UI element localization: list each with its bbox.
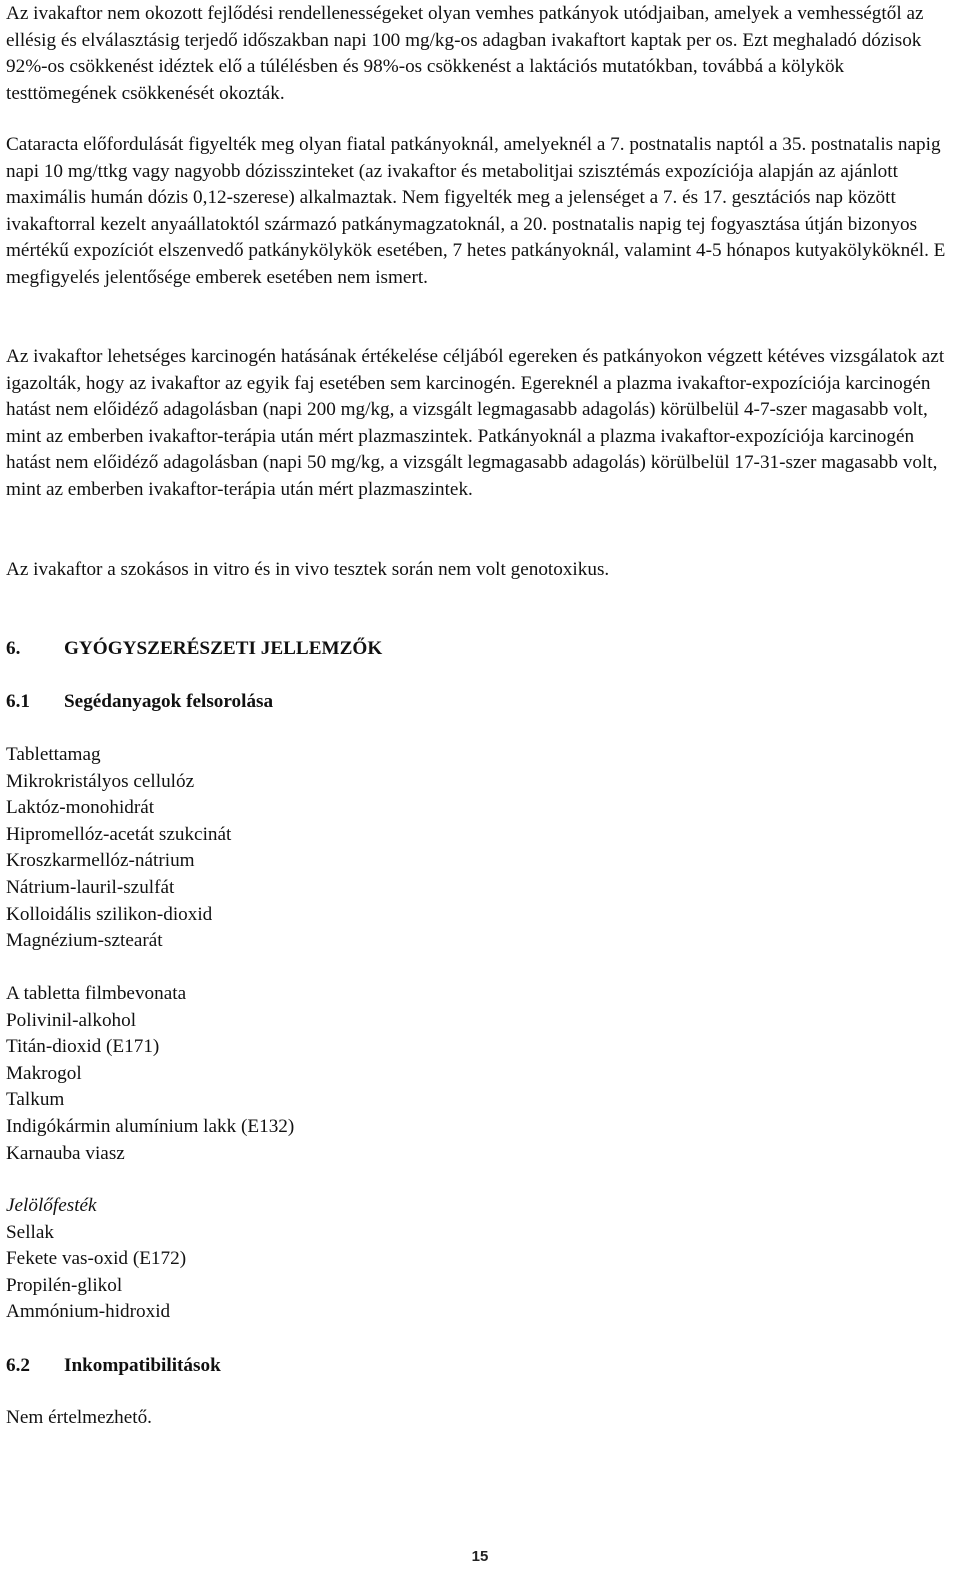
printing-ink-title: Jelölőfesték xyxy=(6,1195,97,1216)
list-item: Indigókármin alumínium lakk (E132) xyxy=(6,1115,295,1137)
list-item: Makrogol xyxy=(6,1062,82,1084)
section-6-number: 6. xyxy=(6,638,21,659)
section-6-2-title: Inkompatibilitások xyxy=(64,1355,221,1376)
section-6-title: GYÓGYSZERÉSZETI JELLEMZŐK xyxy=(64,638,383,659)
incompatibilities-text: Nem értelmezhető. xyxy=(6,1407,152,1428)
list-item: Ammónium-hidroxid xyxy=(6,1301,171,1323)
paragraph-genotoxicity: Az ivakaftor a szokásos in vitro és in vivo tesztek során nem volt genotoxikus. xyxy=(6,559,610,580)
film-coating-title: A tabletta filmbevonata xyxy=(6,983,187,1004)
list-item: Kolloidális szilikon-dioxid xyxy=(6,903,213,925)
list-item: Magnézium-sztearát xyxy=(6,930,163,952)
film-coating-list xyxy=(6,981,294,1167)
list-item: Kroszkarmellóz-nátrium xyxy=(6,850,195,872)
list-item: Laktóz-monohidrát xyxy=(6,797,155,819)
list-item: Karnauba viasz xyxy=(6,1142,125,1164)
list-item: Propilén-glikol xyxy=(6,1274,123,1296)
section-6-1-heading xyxy=(6,689,273,715)
list-item: Hipromellóz-acetát szukcinát xyxy=(6,823,232,845)
section-6-1-title: Segédanyagok felsorolása xyxy=(64,691,274,712)
list-item: Fekete vas-oxid (E172) xyxy=(6,1248,187,1270)
section-6-heading xyxy=(6,636,382,662)
list-item: Mikrokristályos cellulóz xyxy=(6,770,195,792)
section-6-2-heading xyxy=(6,1353,221,1379)
page-number: 15 xyxy=(471,1548,489,1565)
tablet-core-list xyxy=(6,742,231,955)
tablet-core-title: Tablettamag xyxy=(6,744,101,765)
paragraph-reproductive-toxicity: Az ivakaftor nem okozott fejlődési rendellenességeket olyan vemhes patkányok utódjaiban, amelyek a vemhességtől az ellésig és elválasztásig terjedő időszakban napi 100 mg/kg-os adagban ivakaftort kaptak per os. Ezt meghaladó dózisok 92%-os csökkenést idéztek elő a túlélésben és 98%-os csökkenést a laktációs mutatókban, továbbá a kölykök testtömegének csökkenését okozták. xyxy=(6,3,924,104)
printing-ink-list xyxy=(6,1193,186,1326)
paragraph-carcinogenicity: Az ivakaftor lehetséges karcinogén hatásának értékelése céljából egereken és patkányokon végzett kétéves vizsgálatok azt igazolták, hogy az ivakaftor az egyik faj esetében sem karcinogén. Egereknél a plazma ivakaftor-expozíciója karcinogén hatást nem előidéző adagolásban (napi 200 mg/kg, a vizsgált legmagasabb adagolás) körülbelül 4-7-szer magasabb volt, mint az emberben ivakaftor-terápia után mért plazmaszintek. Patkányoknál a plazma ivakaftor-expozíciója karcinogén hatást nem előidéző adagolásban (napi 50 mg/kg, a vizsgált legmagasabb adagolás) körülbelül 17-31-szer magasabb volt, mint az emberben ivakaftor-terápia után mért plazmaszintek. xyxy=(6,346,945,500)
paragraph-cataract: Cataracta előfordulását figyelték meg olyan fiatal patkányoknál, amelyeknél a 7. postnatalis naptól a 35. postnatalis napig napi 10 mg/ttkg vagy nagyobb dózisszinteket (az ivakaftor és metabolitjai szisztémás expozíciója alapján az ajánlott maximális humán dózis 0,12-szerese) alkalmaztak. Nem figyelték meg a jelenséget a 7. és 17. gesztációs nap között ivakaftorral kezelt anyaállatoktól származó patkánymagzatoknál, a 20. postnatalis napig tej fogyasztása útján bizonyos mértékű expozíciót elszenvedő patkánykölykök esetében, 7 hetes patkányoknál, valamint 4-5 hónapos kutyakölyköknél. E megfigyelés jelentősége emberek esetében nem ismert. xyxy=(6,134,946,288)
list-item: Talkum xyxy=(6,1089,65,1111)
section-6-1-number: 6.1 xyxy=(6,691,30,712)
list-item: Nátrium-lauril-szulfát xyxy=(6,876,175,898)
list-item: Polivinil-alkohol xyxy=(6,1009,137,1031)
section-6-2-number: 6.2 xyxy=(6,1355,30,1376)
list-item: Titán-dioxid (E171) xyxy=(6,1036,160,1058)
list-item: Sellak xyxy=(6,1221,54,1243)
